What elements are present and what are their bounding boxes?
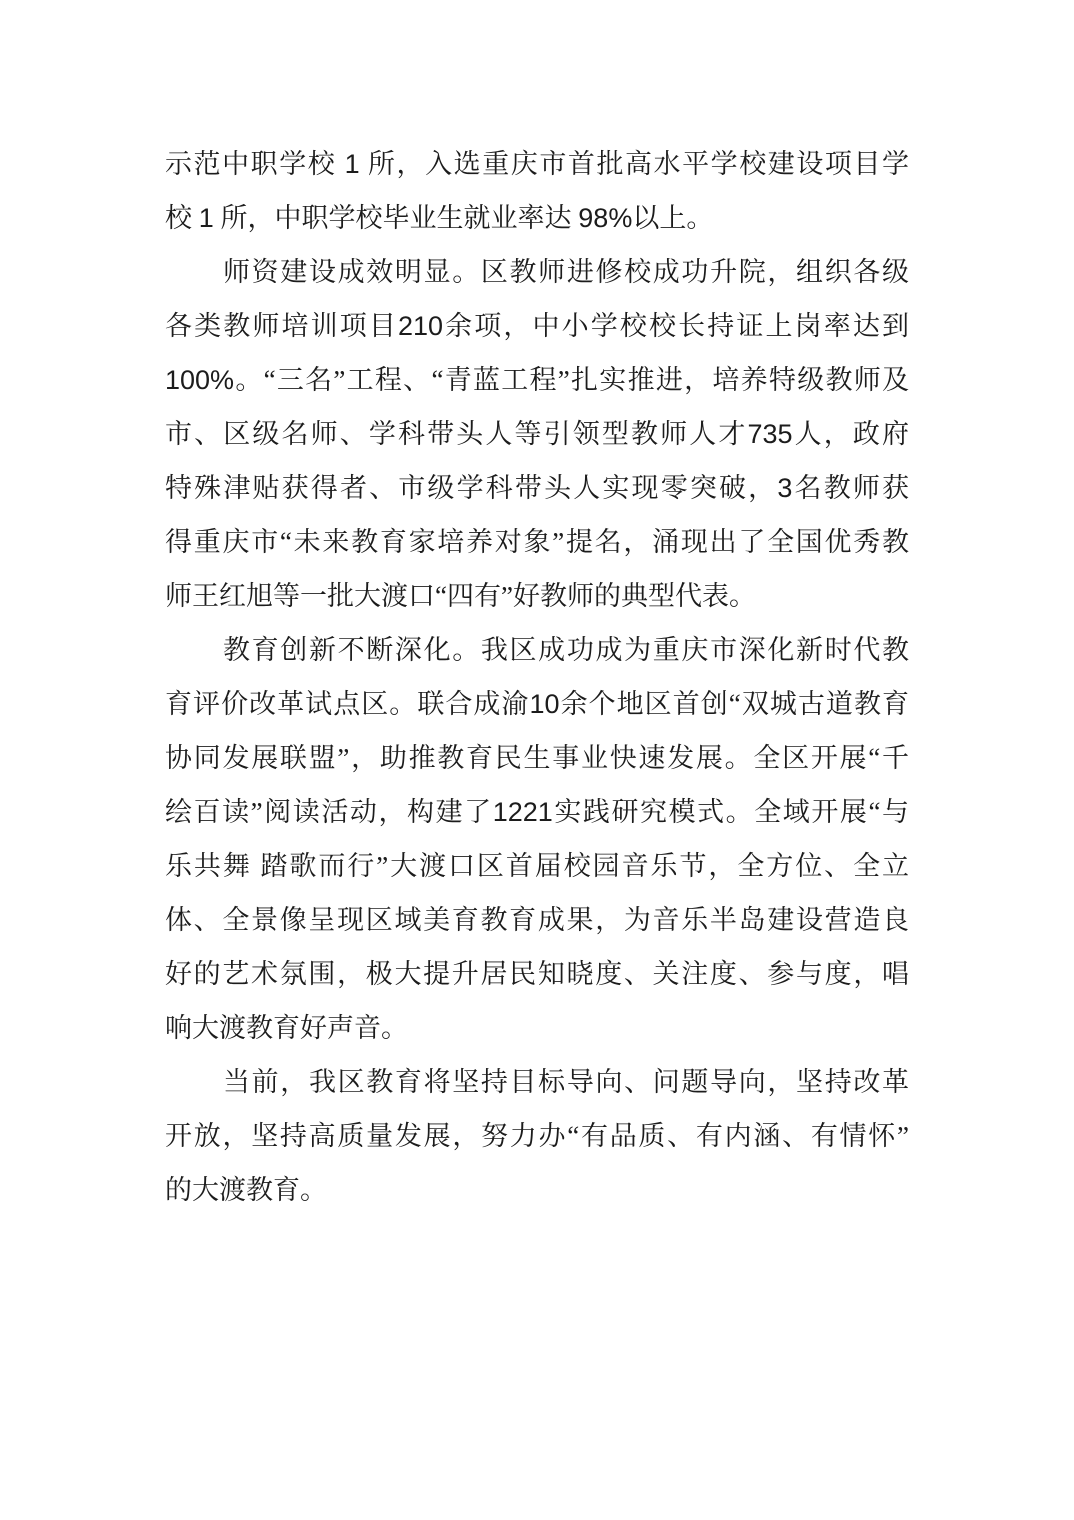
text-line-p2-6: 得重庆市“未来教育家培养对象”提名，涌现出了全国优秀教 [165,527,909,557]
numeric-text: 1 [198,203,214,233]
text-line-p2-7: 师王红旭等一批大渡口“四有”好教师的典型代表。 [165,581,756,611]
text-line-p1-1: 示范中职学校 1 所，入选重庆市首批高水平学校建设项目学 [165,149,909,179]
text-line-p3-7: 好的艺术氛围，极大提升居民知晓度、关注度、参与度，唱 [165,959,909,989]
paragraph-3 [165,623,909,1055]
numeric-text: 10 [529,689,560,719]
numeric-text: 1 [344,149,360,179]
text-line-p2-2: 各类教师培训项目210余项，中小学校校长持证上岗率达到 [165,311,909,341]
document-body [165,137,909,1217]
text-line-p2-1: 师资建设成效明显。区教师进修校成功升院，组织各级 [223,257,909,287]
numeric-text: 735 [747,419,793,449]
text-line-p3-1: 教育创新不断深化。我区成功成为重庆市深化新时代教 [223,635,909,665]
numeric-text: 98% [578,203,633,233]
text-line-p2-4: 市、区级名师、学科带头人等引领型教师人才735人，政府 [165,419,909,449]
text-line-p3-5: 乐共舞 踏歌而行”大渡口区首届校园音乐节，全方位、全立 [165,851,909,881]
text-line-p1-2: 校 1 所，中职学校毕业生就业率达 98%以上。 [165,203,714,233]
numeric-text: 1221 [492,797,553,827]
text-line-p3-8: 响大渡教育好声音。 [165,1013,408,1043]
paragraph-2 [165,245,909,623]
text-line-p3-3: 协同发展联盟”，助推教育民生事业快速发展。全区开展“千 [165,743,909,773]
text-line-p3-2: 育评价改革试点区。联合成渝10余个地区首创“双城古道教育 [165,689,909,719]
numeric-text: 100% [165,365,235,395]
text-line-p3-6: 体、全景像呈现区域美育教育成果，为音乐半岛建设营造良 [165,905,909,935]
text-line-p2-3: 100%。“三名”工程、“青蓝工程”扎实推进，培养特级教师及 [165,365,909,395]
paragraph-1 [165,137,909,245]
text-line-p3-4: 绘百读”阅读活动，构建了1221实践研究模式。全域开展“与 [165,797,909,827]
text-line-p4-1: 当前，我区教育将坚持目标导向、问题导向，坚持改革 [223,1067,909,1097]
text-line-p2-5: 特殊津贴获得者、市级学科带头人实现零突破，3名教师获 [165,473,909,503]
paragraph-4 [165,1055,909,1217]
numeric-text: 210 [397,311,444,341]
numeric-text: 3 [777,473,793,503]
text-line-p4-2: 开放，坚持高质量发展，努力办“有品质、有内涵、有情怀” [165,1121,909,1151]
text-line-p4-3: 的大渡教育。 [165,1175,327,1205]
